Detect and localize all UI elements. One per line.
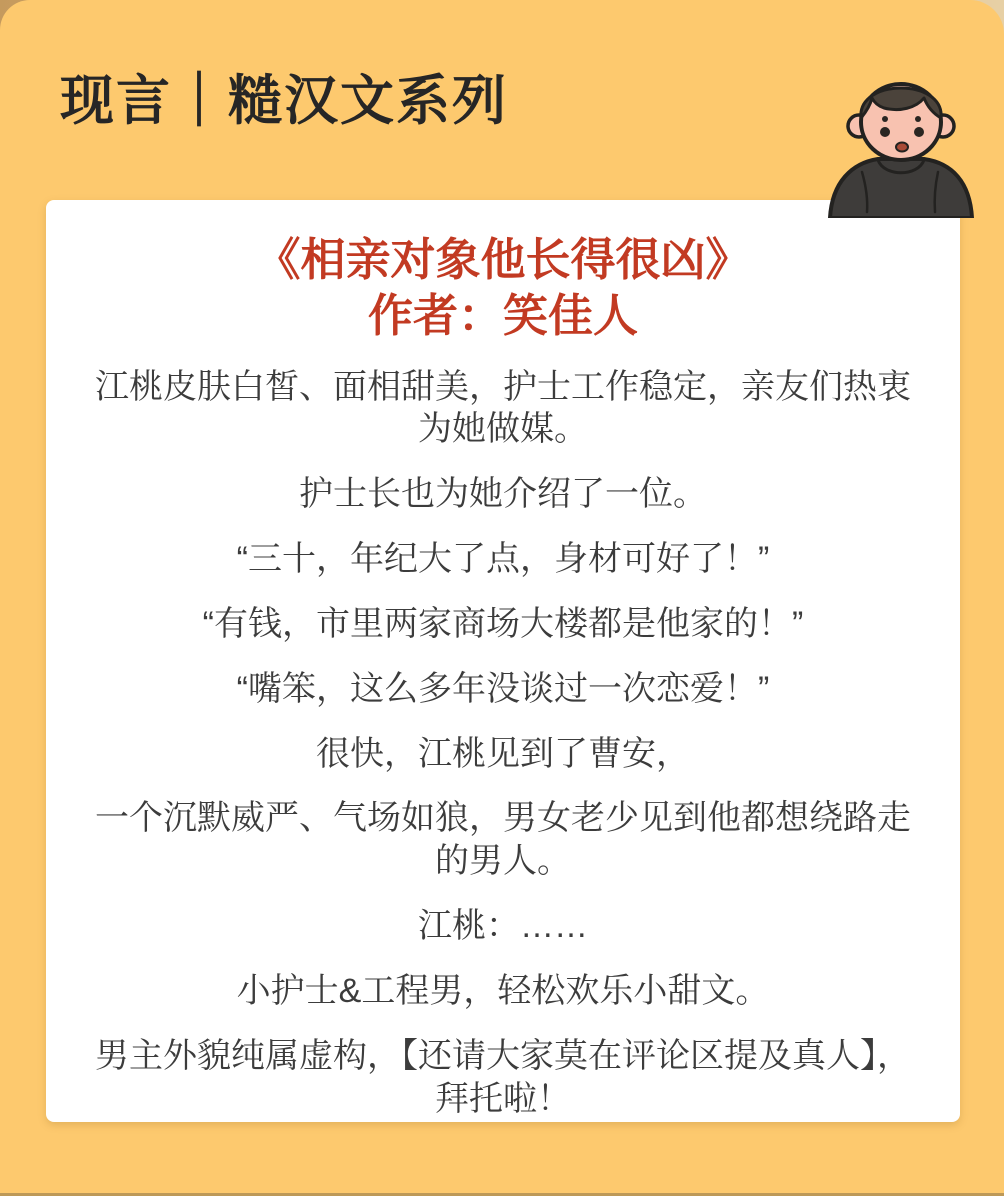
intro-paragraph: 小护士&工程男，轻松欢乐小甜文。 <box>236 971 770 1010</box>
book-author: 作者：笑佳人 <box>367 289 638 341</box>
intro-paragraph: 男主外貌纯属虚构，【还请大家莫在评论区提及真人】，拜托啦！ <box>95 1036 911 1118</box>
intro-paragraph: 江桃：…… <box>418 907 588 946</box>
intro-paragraph: 护士长也为她介绍了一位。 <box>299 475 707 514</box>
intro-paragraph: 很快，江桃见到了曹安， <box>316 734 690 773</box>
intro-paragraph: “三十，年纪大了点，身材可好了！” <box>236 540 770 579</box>
avatar <box>822 60 978 218</box>
page-title: 现言｜糙汉文系列 <box>60 71 508 131</box>
intro-paragraph: “嘴笨，这么多年没谈过一次恋爱！” <box>236 669 770 708</box>
intro-paragraph: “有钱，市里两家商场大楼都是他家的！” <box>202 604 804 643</box>
man-avatar-icon <box>822 60 978 218</box>
intro-paragraph: 一个沉默威严、气场如狼，男女老少见到他都想绕路走的男人。 <box>95 799 911 881</box>
book-card <box>46 200 960 1122</box>
book-title: 《相亲对象他长得很凶》 <box>255 234 751 285</box>
intro-paragraph: 江桃皮肤白皙、面相甜美，护士工作稳定，亲友们热衷为她做媒。 <box>95 367 911 449</box>
